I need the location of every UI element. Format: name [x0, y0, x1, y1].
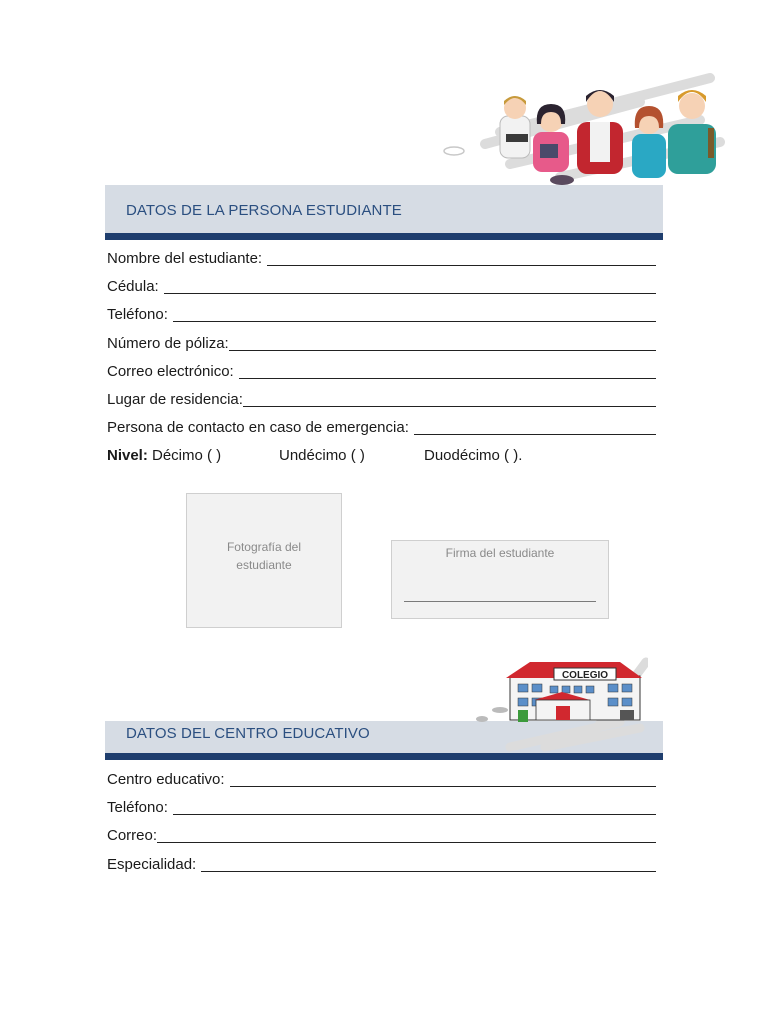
level-label: Nivel: [107, 447, 148, 464]
fill-line[interactable] [414, 433, 656, 435]
student-name-field[interactable] [107, 248, 656, 270]
fill-line[interactable] [243, 405, 656, 407]
signature-box[interactable] [391, 540, 609, 619]
school-email-field[interactable] [107, 825, 656, 847]
fill-line[interactable] [201, 870, 656, 872]
student-section-header [105, 185, 663, 240]
fill-line[interactable] [173, 813, 656, 815]
signature-line[interactable] [404, 601, 596, 602]
school-section-title: DATOS DEL CENTRO EDUCATIVO [126, 725, 370, 742]
field-label: Número de póliza: [107, 335, 229, 352]
fill-line[interactable] [267, 264, 656, 266]
student-phone-field[interactable] [107, 304, 656, 326]
field-label: Especialidad: [107, 856, 197, 873]
fill-line[interactable] [157, 841, 656, 843]
student-id-field[interactable] [107, 276, 656, 298]
fill-line[interactable] [164, 292, 656, 294]
student-policy-field[interactable] [107, 333, 656, 355]
colegio-sign: COLEGIO [561, 670, 609, 681]
photo-box[interactable] [186, 493, 342, 628]
signature-caption: Firma del estudiante [445, 546, 555, 560]
fill-line[interactable] [230, 785, 656, 787]
school-phone-field[interactable] [107, 797, 656, 819]
student-residence-field[interactable] [107, 389, 656, 411]
students-illustration [440, 72, 725, 188]
field-label: Teléfono: [107, 799, 168, 816]
field-label: Correo electrónico: [107, 363, 234, 380]
fill-line[interactable] [173, 320, 656, 322]
field-label: Teléfono: [107, 306, 168, 323]
field-label: Nombre del estudiante: [107, 250, 263, 267]
student-email-field[interactable] [107, 361, 656, 383]
level-option-duodecimo[interactable]: Duodécimo ( ). [424, 447, 523, 464]
field-label: Centro educativo: [107, 771, 225, 788]
field-label: Cédula: [107, 278, 159, 295]
field-label: Persona de contacto en caso de emergencia: [107, 419, 409, 436]
field-label: Lugar de residencia: [107, 391, 243, 408]
fill-line[interactable] [239, 377, 656, 379]
level-option-decimo[interactable]: Décimo ( ) [152, 447, 222, 464]
emergency-contact-field[interactable] [107, 417, 656, 439]
photo-caption: Fotografía del estudiante [226, 540, 302, 572]
fill-line[interactable] [229, 349, 656, 351]
school-specialty-field[interactable] [107, 854, 656, 876]
school-name-field[interactable] [107, 769, 656, 791]
student-section-title: DATOS DE LA PERSONA ESTUDIANTE [126, 202, 402, 219]
level-option-undecimo[interactable]: Undécimo ( ) [279, 447, 365, 464]
school-building-illustration [470, 652, 648, 754]
field-label: Correo: [107, 827, 158, 844]
